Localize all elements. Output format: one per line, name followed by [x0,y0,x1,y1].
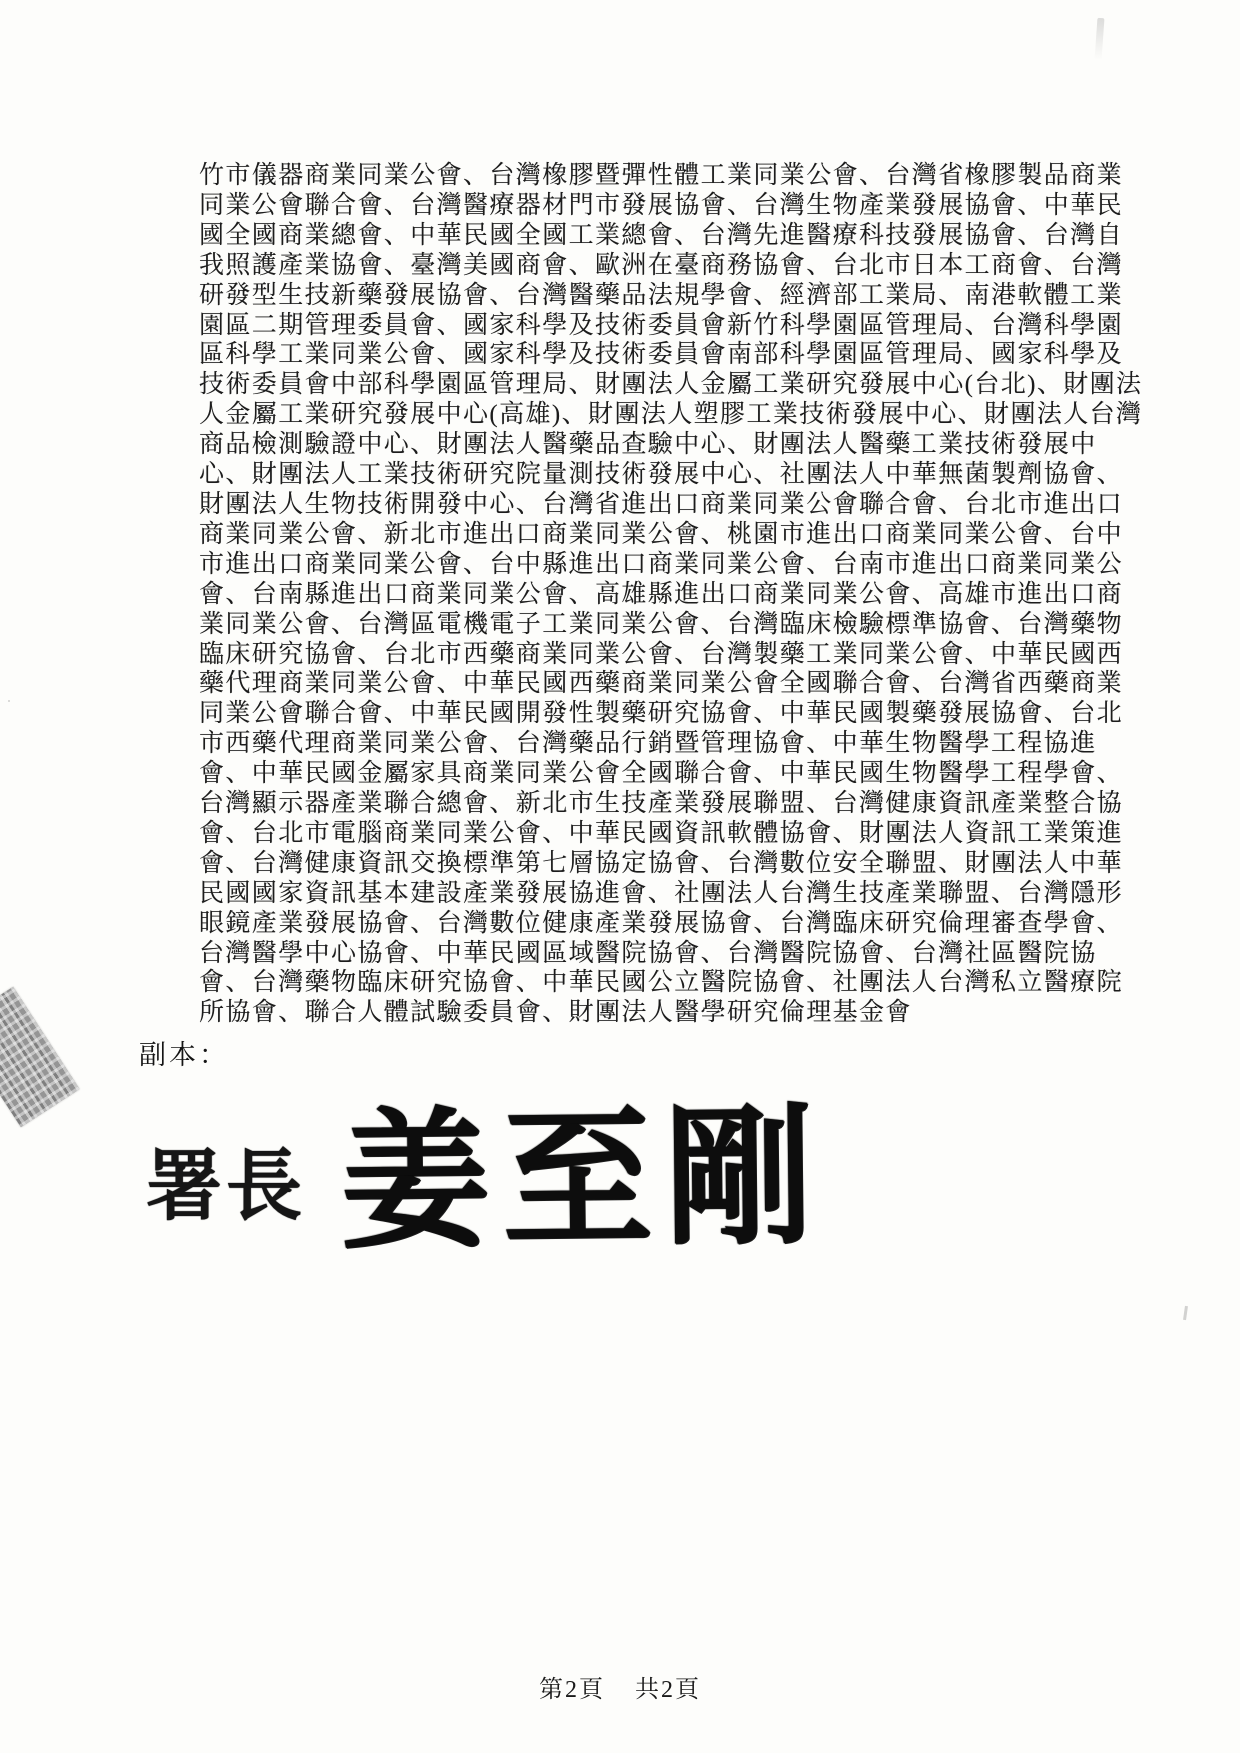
body-line: 商品檢測驗證中心、財團法人醫藥品查驗中心、財團法人醫藥工業技術發展中 [199,431,1097,459]
body-line: 國全國商業總會、中華民國全國工業總會、台灣先進醫療科技發展協會、台灣自 [199,221,1124,249]
body-line: 民國國家資訊基本建設產業發展協進會、社團法人台灣生技產業聯盟、台灣隱形 [199,879,1124,907]
body-line: 心、財團法人工業技術研究院量測技術發展中心、社團法人中華無菌製劑協會、 [199,461,1124,489]
scan-smudge-artifact [1095,18,1105,60]
scan-speck-artifact [8,700,10,702]
body-line: 研發型生技新藥發展協會、台灣醫藥品法規學會、經濟部工業局、南港軟體工業 [199,281,1124,309]
body-line: 財團法人生物技術開發中心、台灣省進出口商業同業公會聯合會、台北市進出口 [199,490,1124,518]
page-footer [0,1669,1240,1704]
recipient-list-body [199,161,1143,1028]
body-line: 會、台南縣進出口商業同業公會、高雄縣進出口商業同業公會、高雄市進出口商 [199,580,1124,608]
body-line: 藥代理商業同業公會、中華民國西藥商業同業公會全國聯合會、台灣省西藥商業 [199,670,1124,698]
footer-current-page: 第2頁 [539,1677,605,1703]
copy-to-label: 副本： [139,1040,229,1070]
body-line: 竹市儀器商業同業公會、台灣橡膠暨彈性體工業同業公會、台灣省橡膠製品商業 [199,162,1124,189]
body-line: 同業公會聯合會、台灣醫療器材門市發展協會、台灣生物產業發展協會、中華民 [199,191,1124,219]
body-line: 眼鏡產業發展協會、台灣數位健康產業發展協會、台灣臨床研究倫理審查學會、 [199,909,1124,937]
official-seal-stamp [0,987,80,1127]
body-line: 同業公會聯合會、中華民國開發性製藥研究協會、中華民國製藥發展協會、台北 [199,700,1124,728]
body-line: 商業同業公會、新北市進出口商業同業公會、桃園市進出口商業同業公會、台中 [199,520,1124,548]
body-line: 會、台北市電腦商業同業公會、中華民國資訊軟體協會、財團法人資訊工業策進 [199,819,1124,847]
signature-title: 署長 [146,1143,306,1230]
body-line: 市西藥代理商業同業公會、台灣藥品行銷暨管理協會、中華生物醫學工程協進 [199,730,1097,758]
body-line: 技術委員會中部科學園區管理局、財團法人金屬工業研究發展中心(台北)、財團法 [199,371,1143,399]
body-line: 會、中華民國金屬家具商業同業公會全國聯合會、中華民國生物醫學工程學會、 [199,760,1124,788]
body-line: 園區二期管理委員會、國家科學及技術委員會新竹科學園區管理局、台灣科學園 [199,311,1124,339]
body-line: 市進出口商業同業公會、台中縣進出口商業同業公會、台南市進出口商業同業公 [199,550,1124,578]
body-line: 會、台灣健康資訊交換標準第七層協定協會、台灣數位安全聯盟、財團法人中華 [199,849,1124,877]
signature-name: 姜至剛 [339,1095,828,1267]
signature-block [146,1058,826,1274]
body-line: 會、台灣藥物臨床研究協會、中華民國公立醫院協會、社團法人台灣私立醫療院 [199,969,1124,997]
body-line: 業同業公會、台灣區電機電子工業同業公會、台灣臨床檢驗標準協會、台灣藥物 [199,610,1124,638]
footer-total-pages: 共2頁 [635,1677,701,1703]
body-line: 我照護產業協會、臺灣美國商會、歐洲在臺商務協會、台北市日本工商會、台灣 [199,251,1124,279]
body-line: 台灣醫學中心協會、中華民國區域醫院協會、台灣醫院協會、台灣社區醫院協 [199,939,1097,967]
scan-speck-artifact [1183,1306,1188,1320]
body-line: 區科學工業同業公會、國家科學及技術委員會南部科學園區管理局、國家科學及 [199,341,1124,369]
body-line: 人金屬工業研究發展中心(高雄)、財團法人塑膠工業技術發展中心、財團法人台灣 [199,401,1143,429]
body-line: 所協會、聯合人體試驗委員會、財團法人醫學研究倫理基金會 [199,999,912,1027]
body-line: 臨床研究協會、台北市西藥商業同業公會、台灣製藥工業同業公會、中華民國西 [199,640,1124,668]
body-line: 台灣顯示器產業聯合總會、新北市生技產業發展聯盟、台灣健康資訊產業整合協 [199,790,1124,818]
